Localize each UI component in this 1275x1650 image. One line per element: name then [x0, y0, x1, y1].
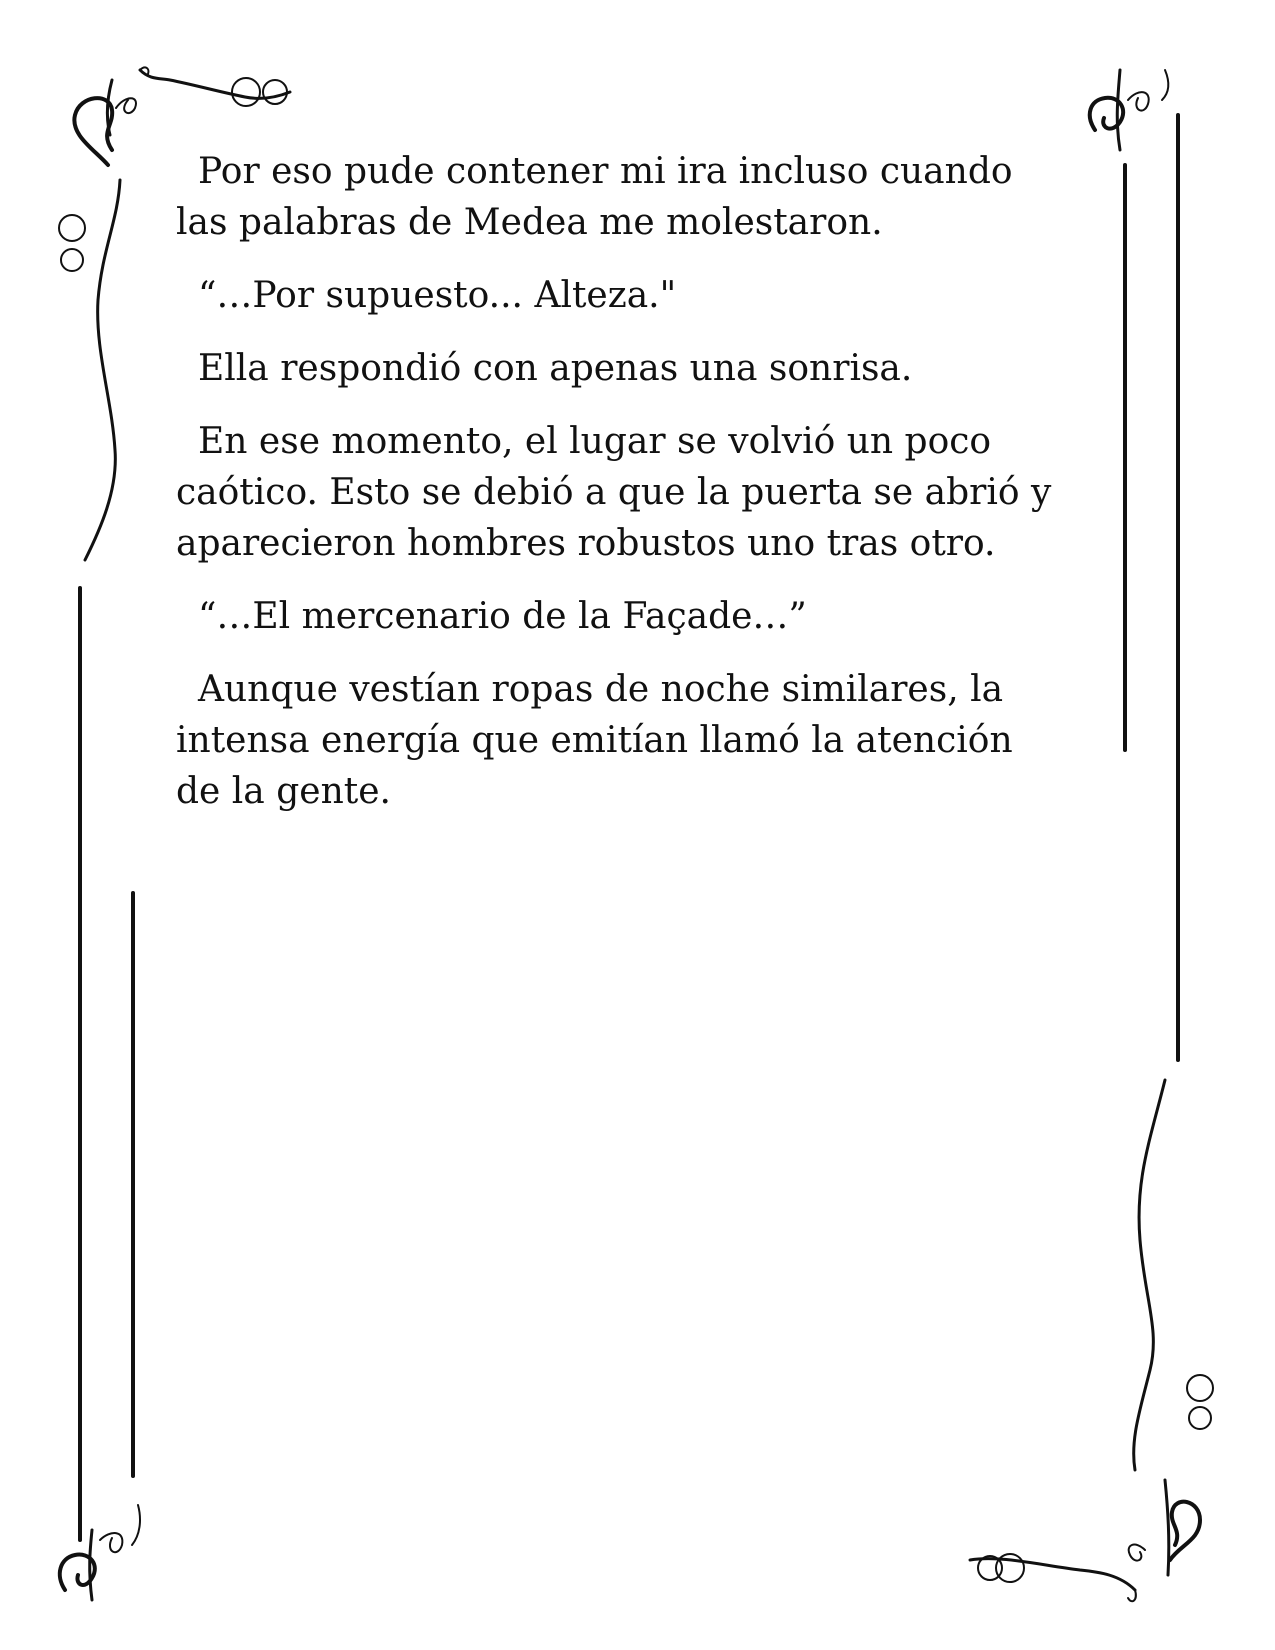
body-text — [176, 146, 1106, 839]
paragraph-line: “…El mercenario de la Façade…” — [198, 596, 807, 637]
paragraph-line: En ese momento, el lugar se volvió un poco — [198, 421, 992, 462]
paragraph-2 — [176, 270, 1106, 321]
paragraph-line: intensa energía que emitían llamó la atención — [176, 720, 1013, 761]
paragraph-6 — [176, 664, 1106, 817]
flourish-bottom-left-icon — [60, 1505, 140, 1600]
paragraph-line: caótico. Esto se debió a que la puerta se abrió y — [176, 472, 1052, 513]
paragraph-line: Por eso pude contener mi ira incluso cuando — [198, 151, 1013, 192]
flourish-bottom-right-icon — [970, 1080, 1213, 1601]
paragraph-line: Aunque vestían ropas de noche similares, la — [198, 669, 1004, 710]
paragraph-4 — [176, 416, 1106, 569]
flourish-top-right-icon — [1090, 70, 1169, 150]
paragraph-line: de la gente. — [176, 771, 391, 812]
paragraph-5 — [176, 591, 1106, 642]
paragraph-line: Ella respondió con apenas una sonrisa. — [198, 348, 913, 389]
paragraph-line: aparecieron hombres robustos uno tras otro. — [176, 523, 996, 564]
paragraph-1 — [176, 146, 1106, 248]
paragraph-line: las palabras de Medea me molestaron. — [176, 202, 883, 243]
paragraph-line: “…Por supuesto... Alteza." — [198, 275, 677, 316]
paragraph-3 — [176, 343, 1106, 394]
